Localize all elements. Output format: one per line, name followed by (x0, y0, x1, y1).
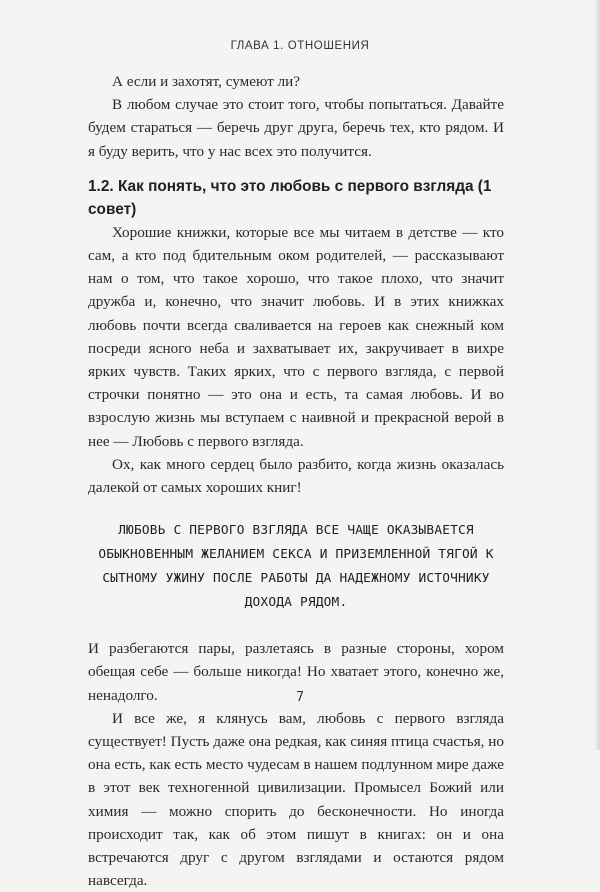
section-heading: 1.2. Как понять, что это любовь с первого взгляда (1 совет) (88, 177, 492, 218)
page-body (88, 70, 504, 892)
body-paragraph: И все же, я клянусь вам, любовь с первого взгляда существует! Пусть даже она редкая, как синяя птица счастья, но она есть, как есть место чудесам в нашем подлунном мире даже в этот век техногенной цивилизации. Промысел Божий или химия — можно спорить до бесконечности. Но иногда происходит так, как об этом пишут в книгах: он и она встречаются друг с другом взглядами и остаются рядом навсегда. (88, 709, 504, 890)
page-number: 7 (296, 690, 304, 705)
page-edge-shadow (594, 0, 600, 750)
running-header: ГЛАВА 1. ОТНОШЕНИЯ (230, 40, 370, 52)
pull-quote: ЛЮБОВЬ С ПЕРВОГО ВЗГЛЯДА ВСЕ ЧАЩЕ ОКАЗЫВАЕТСЯ ОБЫКНОВЕННЫМ ЖЕЛАНИЕМ СЕКСА И ПРИЗЕМЛЕННОЙ ТЯГОЙ К СЫТНОМУ УЖИНУ ПОСЛЕ РАБОТЫ ДА НАДЕЖНОМУ ИСТОЧНИКУ ДОХОДА РЯДОМ. (98, 523, 494, 611)
intro-paragraph: В любом случае это стоит того, чтобы попытаться. Давайте будем стараться — беречь друг друга, беречь тех, кто рядом. И я буду верить, что у нас всех это получится. (88, 96, 504, 160)
intro-paragraph: А если и захотят, сумеют ли? (112, 73, 301, 90)
body-paragraph: И разбегаются пары, разлетаясь в разные стороны, хором обещая себе — больше никогда! Но хватает этого, конечно же, ненадолго. (88, 640, 504, 704)
section-paragraph: Хорошие книжки, которые все мы читаем в детстве — кто сам, а кто под бдительным оком родителей, — рассказывают нам о том, что такое хорошо, что такое плохо, что значит дружба и, конечно, что значит любовь. И в этих книжках любовь почти всегда сваливается на героев как снежный ком посреди ясного неба и захватывает их, закручивает в вихре ярких чувств. Таких ярких, что с первого взгляда, с первой строчки понятно — это она и есть, та самая любовь. И во взрослую жизнь мы вступаем с наивной и прекрасной верой в нее — Любовь с первого взгляда. (88, 223, 504, 450)
section-paragraph: Ох, как много сердец было разбито, когда жизнь оказалась далекой от самых хороших книг! (88, 455, 504, 497)
